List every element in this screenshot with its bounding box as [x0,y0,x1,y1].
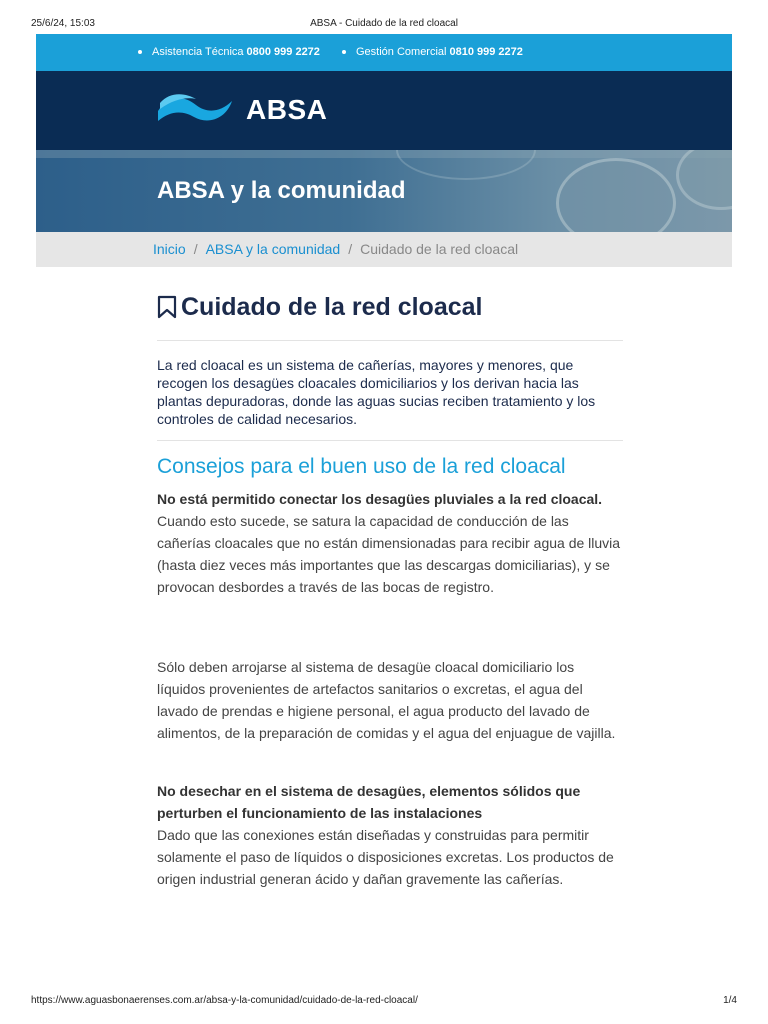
breadcrumb-link-inicio[interactable]: Inicio [153,241,186,257]
tip-text: Sólo deben arrojarse al sistema de desagüe cloacal domiciliario los líquidos provenientes de artefactos sanitarios o excretas, el agua del lavado de prendas e higiene personal, el agua producto del lavado de alimentos, de la preparación de comidas y el agua del enjuague de vajilla. [157,659,616,741]
hero-background-decoration [676,150,732,210]
tip-heading: No está permitido conectar los desagües pluviales a la red cloacal. [157,491,603,507]
bookmark-icon [157,295,177,319]
bullet-icon [138,50,142,54]
contact-topbar [36,34,732,71]
print-header [0,0,768,34]
commercial-label: Gestión Comercial [356,46,447,58]
print-datetime: 25/6/24, 15:03 [31,18,95,29]
section-title: Consejos para el buen uso de la red cloacal [157,455,566,478]
intro-paragraph: La red cloacal es un sistema de cañerías, mayores y menores, que recogen los desagües cloacales domiciliarios y los derivan hacia las plantas depuradoras, donde las aguas sucias reciben tratamiento y los controles de calidad necesarios. [157,357,596,427]
bullet-icon [342,50,346,54]
breadcrumb-separator: / [348,241,353,257]
commercial-contact[interactable] [342,46,523,58]
hero-background-decoration [556,158,676,232]
print-doc-title: ABSA - Cuidado de la red cloacal [310,18,458,29]
support-contact[interactable] [138,46,320,58]
page-title: Cuidado de la red cloacal [181,292,483,321]
breadcrumb-link-comunidad[interactable]: ABSA y la comunidad [205,241,341,257]
print-url: https://www.aguasbonaerenses.com.ar/absa-y-la-comunidad/cuidado-de-la-red-cloacal/ [31,995,418,1006]
tip-paragraph [157,488,623,598]
brand-bar [36,71,732,150]
wave-logo-icon [156,91,234,129]
main-content [157,290,623,324]
divider [157,340,623,341]
hero-background-decoration [396,150,536,180]
commercial-phone[interactable]: 0810 999 2272 [449,46,523,58]
divider [157,440,623,441]
breadcrumb [36,232,732,267]
logo-text: ABSA [246,94,328,125]
tip-text: Dado que las conexiones están diseñadas y construidas para permitir solamente el paso de líquidos o disposiciones excretas. Los productos de origen industrial generan ácido y dañan gravemente las cañerías. [157,827,614,887]
support-label: Asistencia Técnica [152,46,244,58]
hero-title: ABSA y la comunidad [157,177,406,204]
tip-heading: No desechar en el sistema de desagües, elementos sólidos que perturben el funcionamiento de las instalaciones [157,783,581,821]
hero-banner [36,150,732,232]
home-logo-link[interactable] [156,91,327,129]
tip-paragraph [157,780,623,890]
page-title-row [157,290,623,324]
breadcrumb-current: Cuidado de la red cloacal [360,241,519,257]
tip-paragraph [157,656,623,744]
tip-text: Cuando esto sucede, se satura la capacidad de conducción de las cañerías cloacales que no están dimensionadas para recibir agua de lluvia (hasta diez veces más importantes que las descargas domiciliarias), y se provocan desbordes a través de las bocas de registro. [157,513,621,595]
breadcrumb-separator: / [193,241,198,257]
hero-background-decoration [36,150,732,158]
support-phone[interactable]: 0800 999 2272 [246,46,320,58]
print-page-number: 1/4 [723,995,737,1006]
